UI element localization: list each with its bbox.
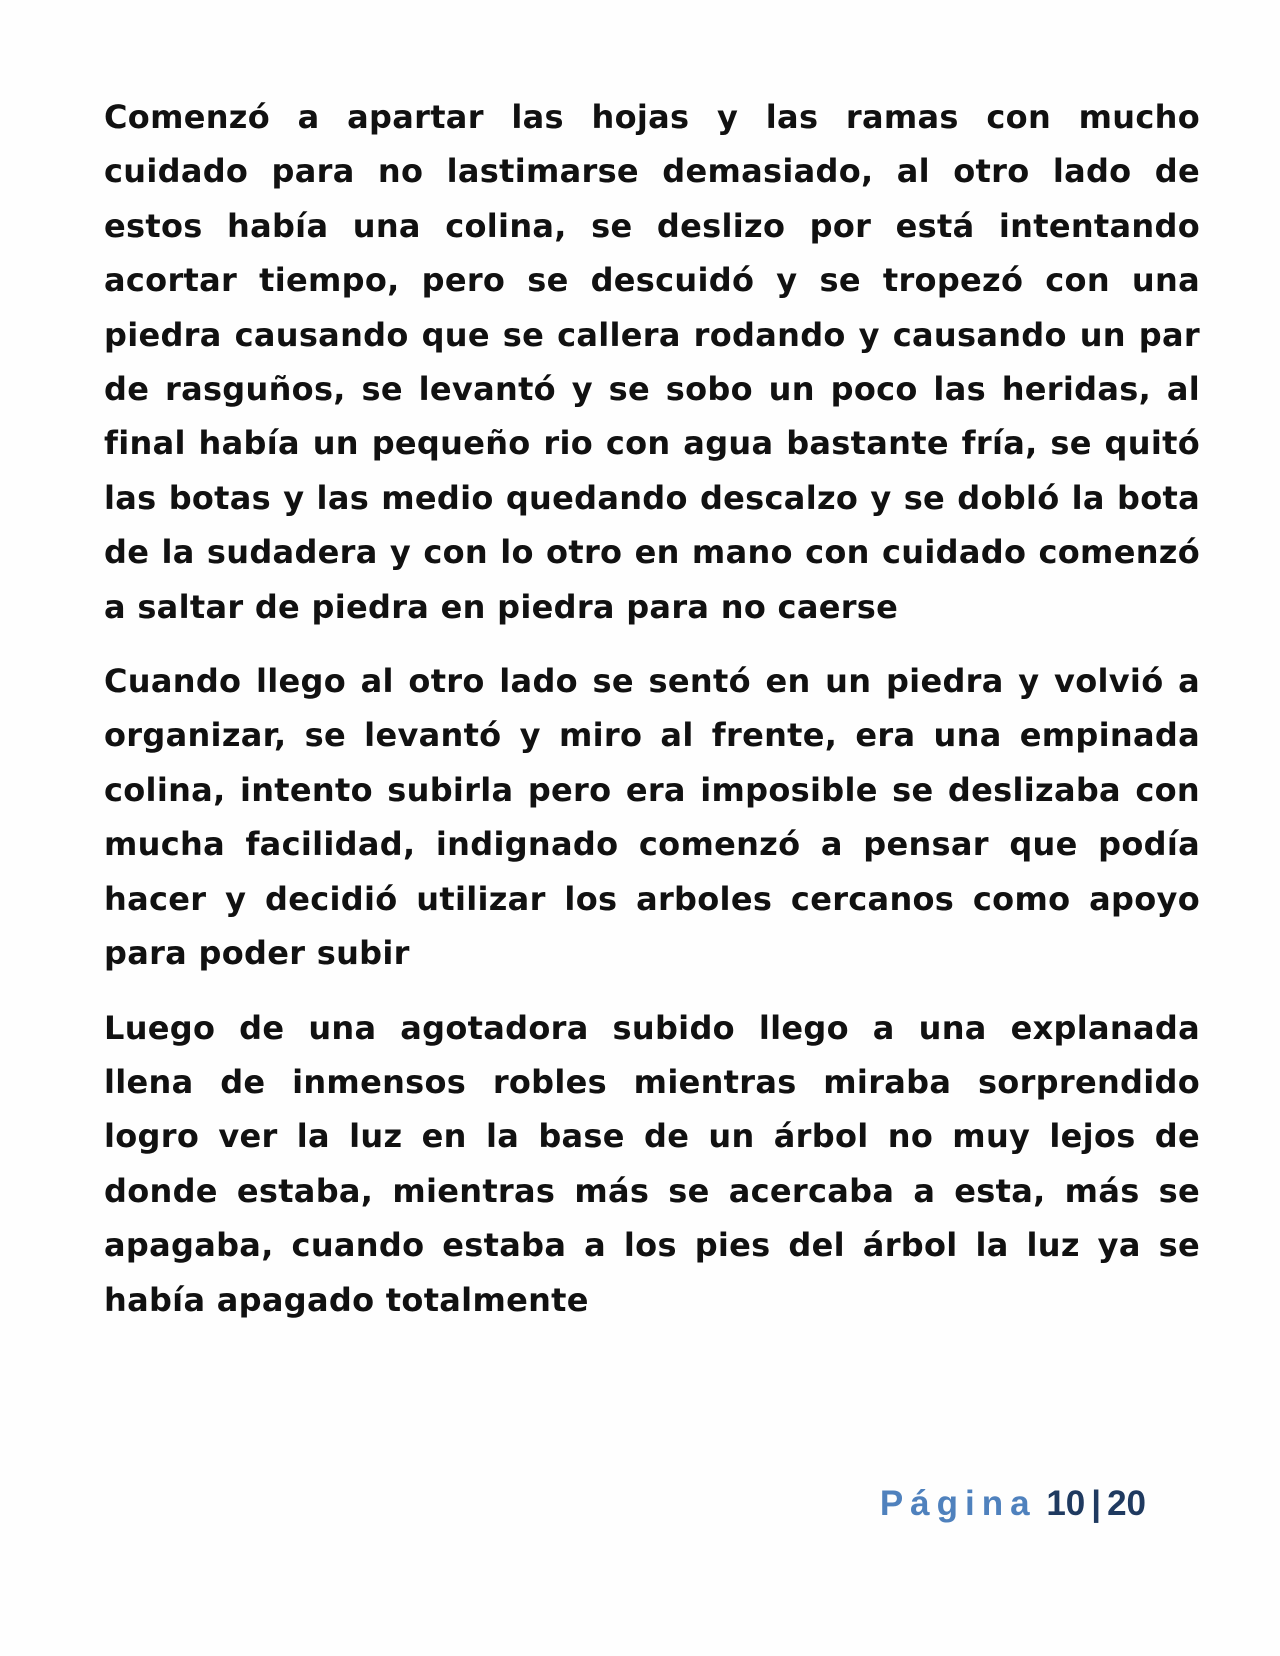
- paragraph-2: Cuando llego al otro lado se sentó en un piedra y volvió a organizar, se levantó y miro al frente, era una empinada colina, intento subirla pero era imposible se deslizaba con mucha facilidad, indignado comenzó a pensar que podía hacer y decidió utilizar los arboles cercanos como apoyo para poder subir: [104, 662, 1200, 973]
- page-total: 20: [1107, 1484, 1146, 1523]
- page-label: Página: [879, 1484, 1037, 1523]
- paragraph-3: Luego de una agotadora subido llego a una explanada llena de inmensos robles mientras miraba sorprendido logro ver la luz en la base de un árbol no muy lejos de donde estaba, mientras más se acercaba a esta, más se apagaba, cuando estaba a los pies del árbol la luz ya se había apagado totalmente: [104, 1008, 1200, 1319]
- page-number: 10: [1046, 1484, 1086, 1523]
- paragraph-1: Comenzó a apartar las hojas y las ramas con mucho cuidado para no lastimarse demasiado, al otro lado de estos había una colina, se deslizo por está intentando acortar tiempo, pero se descuidó y se tropezó con una piedra causando que se callera rodando y causando un par de rasguños, se levantó y se sobo un poco las heridas, al final había un pequeño rio con agua bastante fría, se quitó las botas y las medio quedando descalzo y se dobló la bota de la sudadera y con lo otro en mano con cuidado comenzó a saltar de piedra en piedra para no caerse: [104, 98, 1200, 626]
- page-separator: |: [1091, 1484, 1102, 1523]
- page-footer: [880, 1484, 1146, 1524]
- body-text: [104, 90, 1200, 1347]
